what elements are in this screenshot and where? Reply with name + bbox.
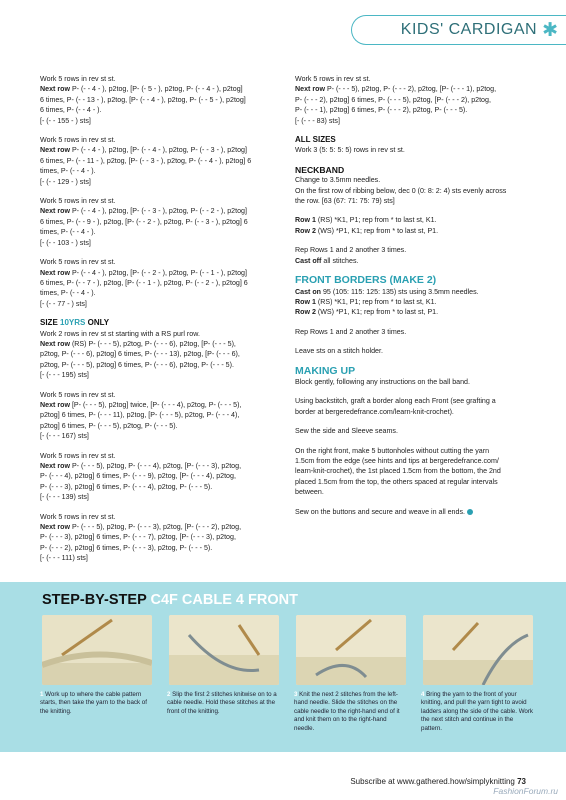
text-line xyxy=(295,256,535,266)
text-span: (WS) *P1, K1; rep from * to last st, P1. xyxy=(315,308,439,317)
text-line xyxy=(295,297,535,307)
text-span: [P- (- - - 5), p2tog] twice, [P- (- - - 4), p2tog, P- (- - - 5), xyxy=(69,400,242,409)
text-line: Change to 3.5mm needles. xyxy=(295,176,381,185)
neckband-heading: NECKBAND xyxy=(295,164,345,175)
text-span: (RS) *K1, P1; rep from * to last st, K1. xyxy=(315,297,437,306)
text-line xyxy=(295,215,535,225)
step-number: 3 xyxy=(294,691,298,698)
text-line: Sew the side and Sleeve seams. xyxy=(295,427,398,436)
knitting-photo-1 xyxy=(42,615,152,685)
instruction-block xyxy=(295,74,535,126)
text-span: P- (- - - 5), p2tog, P- (- - - 3), p2tog, [P- (- - - 2), p2tog, xyxy=(69,523,242,532)
watermark: FashionForum.ru xyxy=(493,786,558,796)
text-line: times, P- (- - 4 - ). xyxy=(40,167,96,176)
step-caption-2 xyxy=(167,691,281,716)
all-sizes-text: Work 3 (5: 5: 5: 5) rows in rev st st. xyxy=(295,146,405,155)
text-line: learn-knit-crochet), the 1st placed 1.5cm from the bottom, the 2nd xyxy=(295,467,501,476)
buttonhole-block xyxy=(295,446,535,498)
text-line: P- (- - - 2), p2tog] 6 times, P- (- - - 5), p2tog, [P- (- - - 2), p2tog, xyxy=(295,95,491,104)
row-label: Row 2 xyxy=(295,226,316,235)
stitch-count: [- (- - - 195) sts] xyxy=(40,371,89,380)
size-label: SIZE xyxy=(40,318,61,328)
stitch-count: [- (- - - 139) sts] xyxy=(40,493,89,502)
row-label: Row 1 xyxy=(295,216,316,225)
left-column xyxy=(40,74,280,573)
front-borders-block xyxy=(295,287,535,318)
title-part-a: STEP-BY-STEP xyxy=(42,592,151,608)
text-line xyxy=(40,400,280,410)
text-line: P- (- - - 3), p2tog] 6 times, P- (- - - 4), p2tog, P- (- - - 5). xyxy=(40,482,213,491)
text-line: p2tog, P- (- - - 5), p2tog] 6 times, P- (- - - 6), p2tog, P- (- - - 5). xyxy=(40,360,234,369)
text-line: 6 times, P- (- - 7 - ), p2tog, [P- (- - 1 - ), p2tog, P- (- - 2 - ), p2tog] 6 xyxy=(40,278,248,287)
text-span: Sew on the buttons and secure and weave in all ends. xyxy=(295,507,465,516)
text-line: Work 2 rows in rev st st starting with a RS purl row. xyxy=(40,329,200,338)
rep-block xyxy=(295,245,535,266)
next-row-label: Next row xyxy=(40,400,70,409)
step-text: Slip the first 2 stitches knitwise on to a cable needle. Hold these stitches at the front of the knitting. xyxy=(167,691,277,715)
text-span: 95 (105: 115: 125: 135) sts using 3.5mm needles. xyxy=(321,287,479,296)
making-up-heading: MAKING UP xyxy=(295,364,356,377)
text-line: P- (- - - 2), p2tog] 6 times, P- (- - - 3), p2tog, P- (- - - 5). xyxy=(40,543,213,552)
instruction-block xyxy=(40,135,280,187)
page-number: 73 xyxy=(517,777,526,786)
yarn-ball-icon xyxy=(467,509,473,515)
title-part-b: C4F CABLE 4 FRONT xyxy=(150,592,298,608)
next-row-label: Next row xyxy=(40,146,70,155)
step-photo-2 xyxy=(169,615,279,685)
text-line xyxy=(295,307,535,317)
final-line xyxy=(295,507,535,517)
knitting-photo-4 xyxy=(423,615,533,685)
instruction-block xyxy=(40,74,280,126)
neckband-block xyxy=(295,175,535,206)
text-line xyxy=(40,522,280,532)
text-line xyxy=(40,206,280,216)
text-line: Work 5 rows in rev st st. xyxy=(40,390,116,399)
stitch-count: [- (- - 129 - ) sts] xyxy=(40,177,91,186)
stitch-count: [- (- - - 83) sts] xyxy=(295,116,340,125)
row-label: Row 2 xyxy=(295,308,316,317)
text-line xyxy=(40,339,280,349)
text-line: P- (- - - 3), p2tog] 6 times, P- (- - - 7), p2tog, [P- (- - - 3), p2tog, xyxy=(40,533,236,542)
step-photo-4 xyxy=(423,615,533,685)
text-line: placed 1.5cm from the top, the others spaced at regular intervals xyxy=(295,477,498,486)
rib-rows xyxy=(295,215,535,236)
graft-block xyxy=(295,396,535,417)
step-photo-3 xyxy=(296,615,406,685)
text-line: border at bergeredefrance.com/learn-knit-crochet). xyxy=(295,407,454,416)
knitting-photo-3 xyxy=(296,615,406,685)
stitch-count: [- (- - 155 - ) sts] xyxy=(40,116,91,125)
text-span: all stitches. xyxy=(321,256,359,265)
next-row-label: Next row xyxy=(40,207,70,216)
step-text: Bring the yarn to the front of your knitting, and pull the yarn tight to avoid ladders along the side of the cable. Work the next stitch and continue in the pattern. xyxy=(421,691,534,732)
text-span: P- (- - 4 - ), p2tog, [P- (- 5 - ), p2tog, P- (- - 4 - ), p2tog] xyxy=(69,85,243,94)
step-caption-4 xyxy=(421,691,535,733)
stitch-count: [- (- - 77 - ) sts] xyxy=(40,299,87,308)
next-row-label: Next row xyxy=(40,523,70,532)
text-line: 6 times, P- (- - 4 - ). xyxy=(40,106,102,115)
next-row-label: Next row xyxy=(40,85,70,94)
text-span: (WS) *P1, K1; rep from * to last st, P1. xyxy=(315,226,439,235)
text-span: P- (- - 4 - ), p2tog, [P- (- - 4 - ), p2tog, P- (- - 3 - ), p2tog] xyxy=(69,146,247,155)
stitch-count: [- (- - 103 - ) sts] xyxy=(40,238,91,247)
page-footer xyxy=(350,777,526,786)
instruction-block xyxy=(40,390,280,442)
page-title: KIDS' CARDIGAN xyxy=(400,21,538,38)
cast-on-label: Cast on xyxy=(295,287,322,296)
text-line: Work 5 rows in rev st st. xyxy=(40,75,116,83)
next-row-label: Next row xyxy=(295,85,325,94)
step-number: 4 xyxy=(421,691,425,698)
step-text: Work up to where the cable pattern starts, then take the yarn to the back of the knitting. xyxy=(40,691,147,715)
stitch-count: [- (- - - 167) sts] xyxy=(40,432,89,441)
instruction-block xyxy=(40,257,280,309)
page-header-banner xyxy=(351,15,566,45)
step-by-step-title xyxy=(42,592,298,608)
text-line xyxy=(40,268,280,278)
subscribe-link[interactable]: Subscribe at www.gathered.how/simplyknitting xyxy=(350,777,518,786)
step-text: Knit the next 2 stitches from the left-hand needle. Slide the stitches on the cable needle to the right-hand end of it and knit them on to the right-hand needle. xyxy=(294,691,400,732)
text-line xyxy=(295,84,535,94)
knitting-photo-2 xyxy=(169,615,279,685)
text-line: Work 5 rows in rev st st. xyxy=(40,136,116,145)
instruction-block xyxy=(40,329,280,381)
text-line: the row. [63 (67: 71: 75: 79) sts] xyxy=(295,197,395,206)
text-line: Block gently, following any instructions on the ball band. xyxy=(295,377,470,386)
cast-off-label: Cast off xyxy=(295,256,322,265)
text-line: p2tog] 6 times, P- (- - - 5), p2tog, P- (- - - 5). xyxy=(40,421,178,430)
text-line: Work 5 rows in rev st st. xyxy=(40,512,116,521)
step-number: 1 xyxy=(40,691,44,698)
text-span: P- (- - - 5), p2tog, P- (- - - 2), p2tog, [P- (- - - 1), p2tog, xyxy=(324,85,497,94)
text-line: Work 5 rows in rev st st. xyxy=(40,258,116,267)
instruction-block xyxy=(40,451,280,503)
right-column xyxy=(295,74,535,517)
row-label: Row 1 xyxy=(295,297,316,306)
step-caption-1 xyxy=(40,691,154,716)
instruction-block xyxy=(40,512,280,564)
text-line: Work 5 rows in rev st st. xyxy=(295,75,371,83)
next-row-label: Next row xyxy=(40,268,70,277)
size-value: 10YRS xyxy=(60,318,86,328)
text-line: Rep Rows 1 and 2 another 3 times. xyxy=(295,327,407,336)
instruction-block xyxy=(40,196,280,248)
text-line xyxy=(295,287,535,297)
text-span: (RS) P- (- - - 5), p2tog, P- (- - - 6), p2tog, [P- (- - - 5), xyxy=(69,339,236,348)
all-sizes-heading: ALL SIZES xyxy=(295,135,336,145)
text-line: 6 times, P- (- - 9 - ), p2tog, [P- (- - 2 - ), p2tog, P- (- - 3 - ), p2tog] 6 xyxy=(40,217,248,226)
text-line: 1.5cm from the edge (see hints and tips at bergeredefrance.com/ xyxy=(295,456,499,465)
next-row-label: Next row xyxy=(40,462,70,470)
text-line xyxy=(40,145,280,155)
text-span: P- (- - 4 - ), p2tog, [P- (- - 3 - ), p2tog, P- (- - 2 - ), p2tog] xyxy=(69,207,247,216)
text-line: On the first row of ribbing below, dec 0 (0: 8: 2: 4) sts evenly across xyxy=(295,186,507,195)
text-line: On the right front, make 5 buttonholes without cutting the yarn xyxy=(295,446,490,455)
stitch-count: [- (- - - 111) sts] xyxy=(40,554,88,563)
text-span: P- (- - - 5), p2tog, P- (- - - 4), p2tog, [P- (- - - 3), p2tog, xyxy=(69,462,242,470)
size-heading xyxy=(40,318,280,328)
text-line: P- (- - - 1), p2tog] 6 times, P- (- - - 2), p2tog, P- (- - - 5). xyxy=(295,106,468,115)
text-line: between. xyxy=(295,488,324,497)
text-line: 6 times, P- (- - 11 - ), p2tog, [P- (- - 3 - ), p2tog, P- (- - 4 - ), p2tog] 6 xyxy=(40,156,252,165)
text-line xyxy=(40,461,280,471)
text-line: P- (- - - 4), p2tog] 6 times, P- (- - - 9), p2tog, [P- (- - - 4), p2tog, xyxy=(40,472,236,481)
text-line: Work 5 rows in rev st st. xyxy=(40,197,116,206)
text-line xyxy=(40,84,280,94)
step-number: 2 xyxy=(167,691,171,698)
text-line: times, P- (- - 4 - ). xyxy=(40,228,96,237)
text-line: Leave sts on a stitch holder. xyxy=(295,347,383,356)
text-line: Rep Rows 1 and 2 another 3 times. xyxy=(295,246,407,255)
front-borders-heading: FRONT BORDERS (MAKE 2) xyxy=(295,274,437,287)
asterisk-icon: ✱ xyxy=(542,19,558,41)
text-line: p2tog, P- (- - - 6), p2tog] 6 times, P- (- - - 13), p2tog, [P- (- - - 6), xyxy=(40,350,240,359)
step-photo-1 xyxy=(42,615,152,685)
text-line: 6 times, P- (- - 13 - ), p2tog, [P- (- - 4 - ), p2tog, P- (- - 5 - ), p2tog] xyxy=(40,95,246,104)
text-line: Work 5 rows in rev st st. xyxy=(40,451,116,460)
text-line: Using backstitch, graft a border along each Front (see grafting a xyxy=(295,397,496,406)
text-line xyxy=(295,226,535,236)
text-line: p2tog] 6 times, P- (- - - 11), p2tog, [P- (- - - 5), p2tog, P- (- - - 4), xyxy=(40,411,240,420)
step-caption-3 xyxy=(294,691,408,733)
size-only: ONLY xyxy=(85,318,110,328)
text-span: (RS) *K1, P1; rep from * to last st, K1. xyxy=(315,216,437,225)
next-row-label: Next row xyxy=(40,339,70,348)
text-span: P- (- - 4 - ), p2tog, [P- (- - 2 - ), p2tog, P- (- - 1 - ), p2tog] xyxy=(69,268,247,277)
text-line: times, P- (- - 4 - ). xyxy=(40,289,96,298)
